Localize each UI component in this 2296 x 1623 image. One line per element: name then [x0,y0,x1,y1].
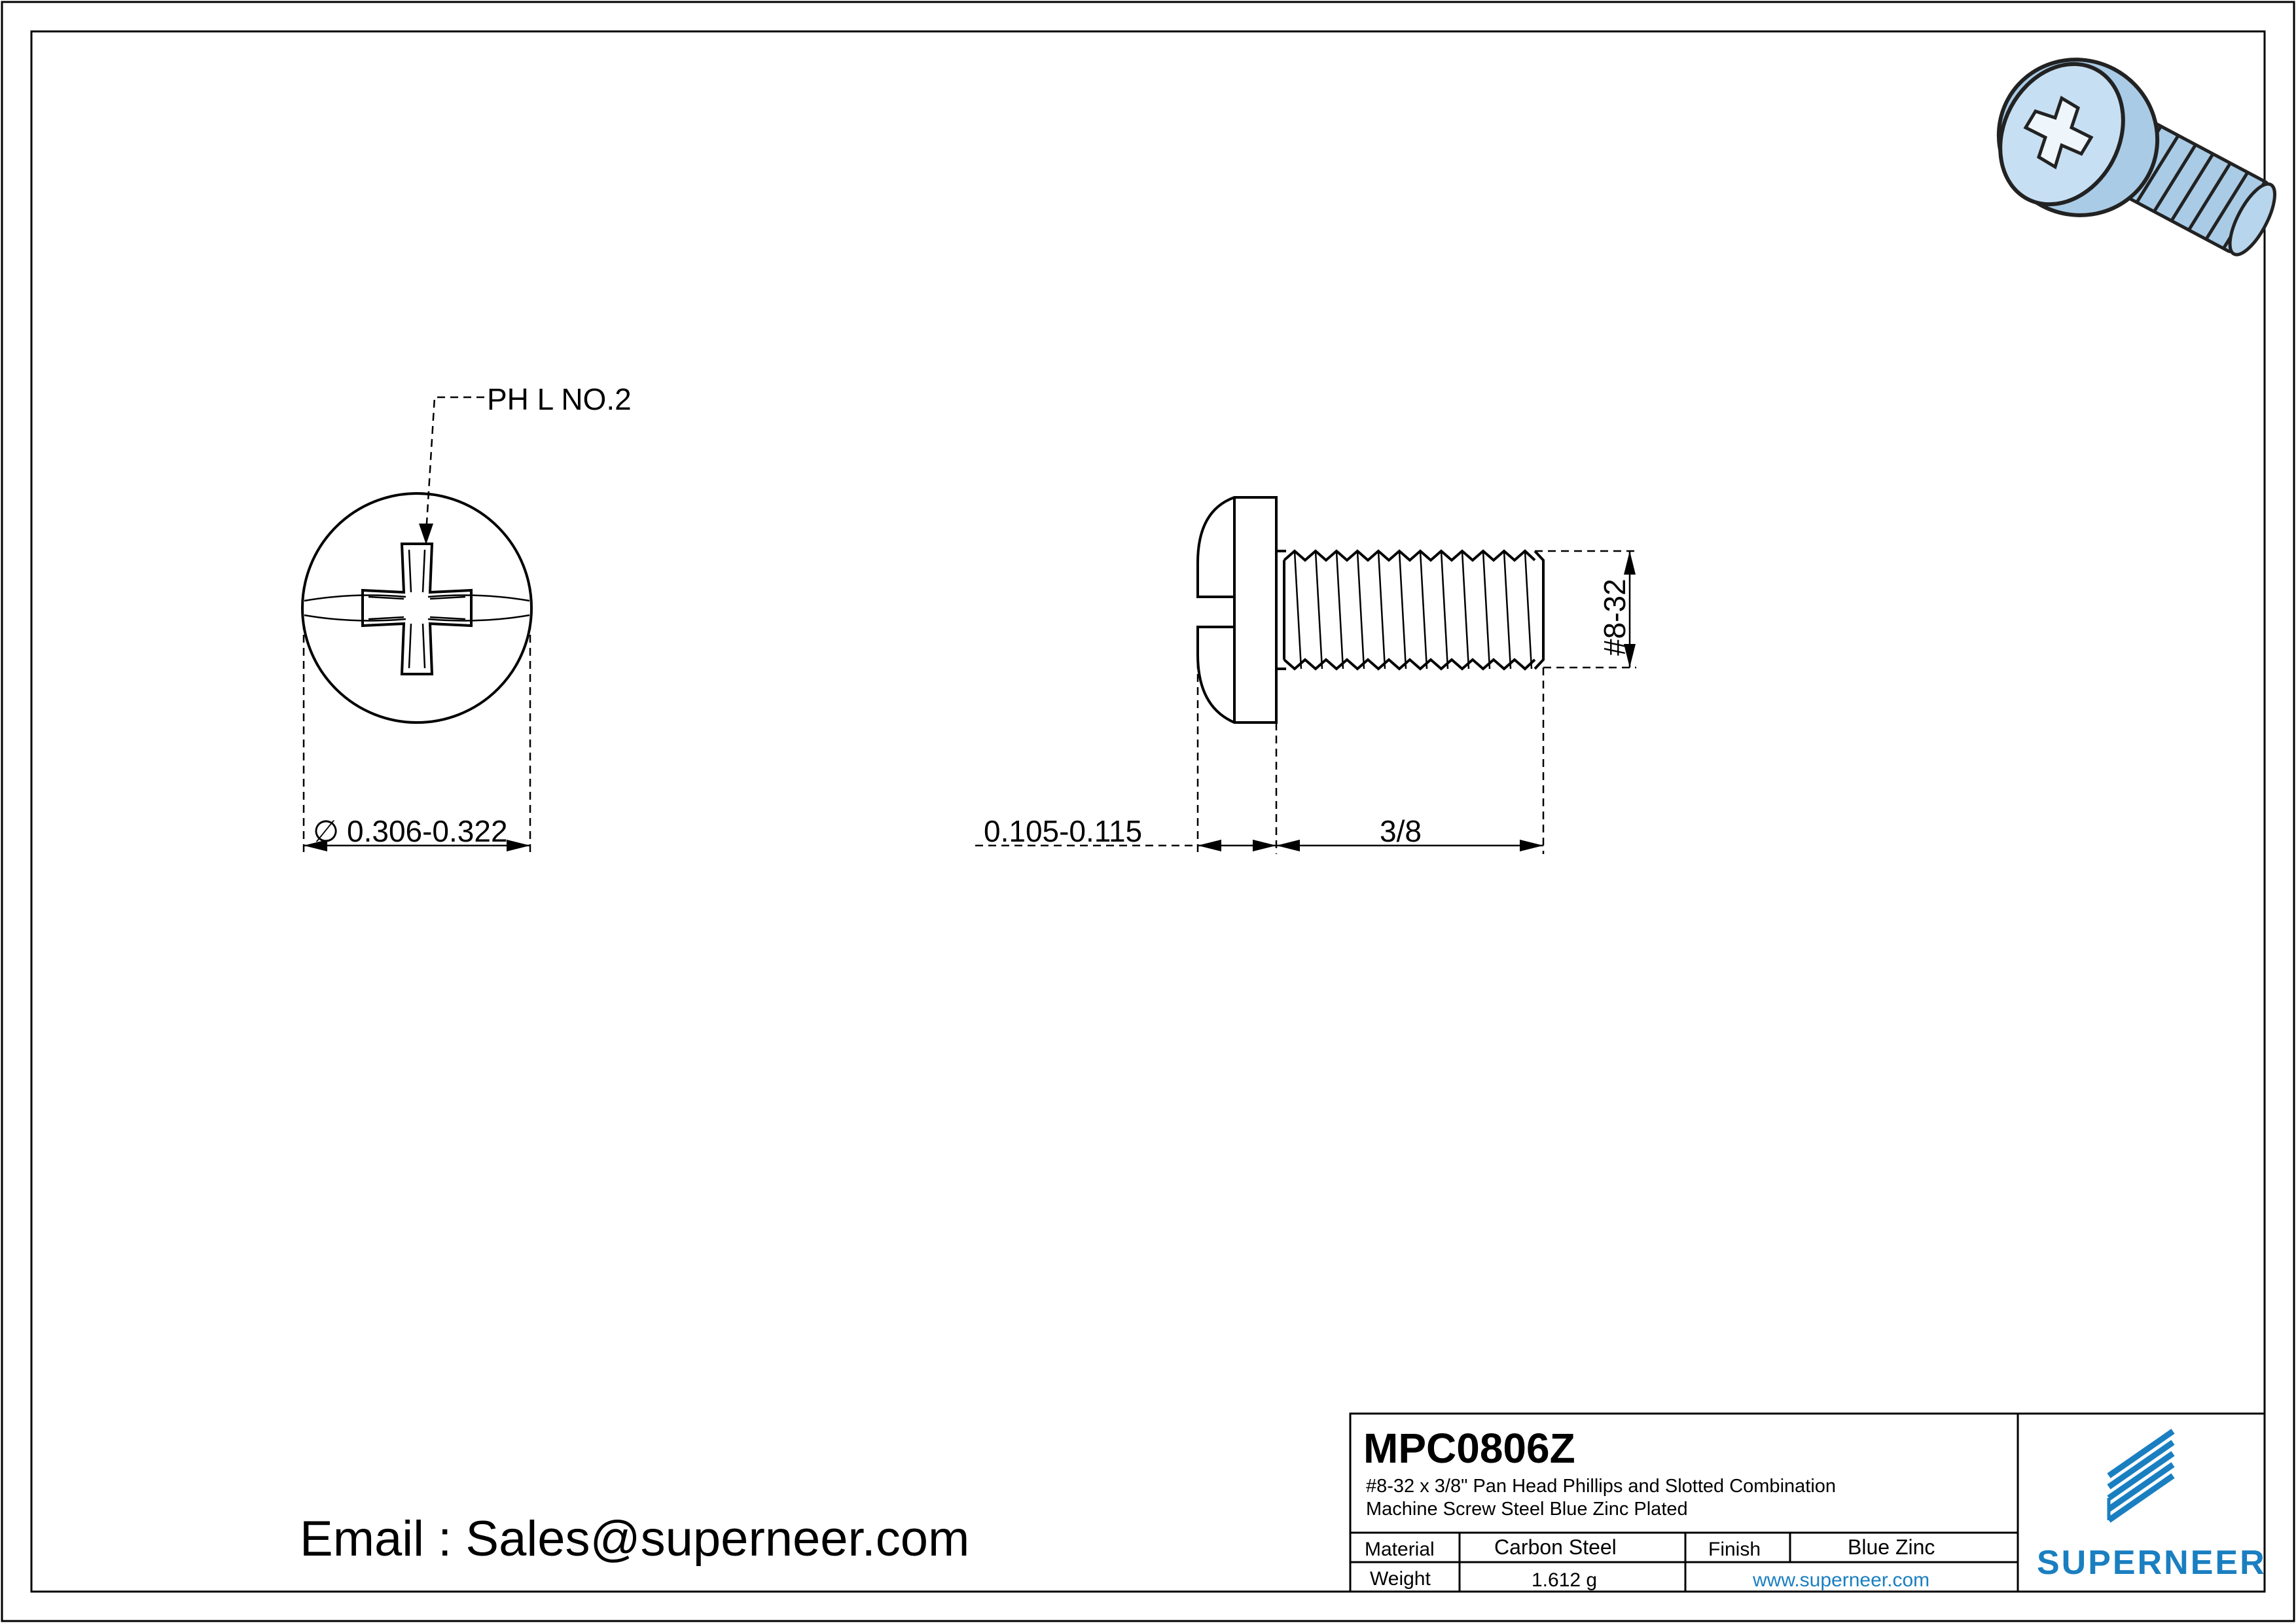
screw-3d-render [1971,32,2284,261]
weight-value: 1.612 g [1532,1569,1598,1591]
thread-end [1535,551,1543,669]
phillips-recess [363,544,471,674]
thread-callout: #8-32 [1598,579,1632,656]
outer-border [2,2,2294,1621]
weight-label: Weight [1370,1568,1431,1590]
material-label: Material [1365,1539,1435,1560]
drive-callout: PH L NO.2 [487,382,632,416]
recess-inner-lines [368,550,465,668]
slot-left [304,596,406,621]
material-value: Carbon Steel [1494,1535,1617,1559]
contact-email: Email : Sales@superneer.com [300,1511,970,1567]
diameter-symbol: ∅ [313,814,340,848]
description-line-1: #8-32 x 3/8" Pan Head Phillips and Slotted Combination [1366,1476,1837,1497]
superneer-stripes-logo [2109,1431,2173,1520]
length-value: 3/8 [1380,814,1422,848]
diameter-value: 0.306-0.322 [347,814,508,848]
pan-head-profile [1198,497,1276,722]
finish-label: Finish [1708,1539,1761,1560]
length-extension-lines [1198,661,1543,854]
inner-border [31,31,2265,1592]
finish-value: Blue Zinc [1848,1535,1935,1559]
drive-leader-arrow [419,524,433,544]
brand-name: SUPERNEER [2037,1544,2267,1582]
head-outline [302,493,531,722]
head-height-value: 0.105-0.115 [984,814,1143,848]
part-number: MPC0806Z [1363,1425,1575,1472]
website-link[interactable]: www.superneer.com [1753,1569,1930,1591]
description-line-2: Machine Screw Steel Blue Zinc Plated [1366,1499,1688,1520]
slot-right [428,596,529,621]
drive-leader [426,397,484,533]
thread-profile [1284,551,1535,669]
title-block [1350,1414,2267,1592]
screw-side-view [975,497,1636,854]
head-front-view [302,382,632,854]
